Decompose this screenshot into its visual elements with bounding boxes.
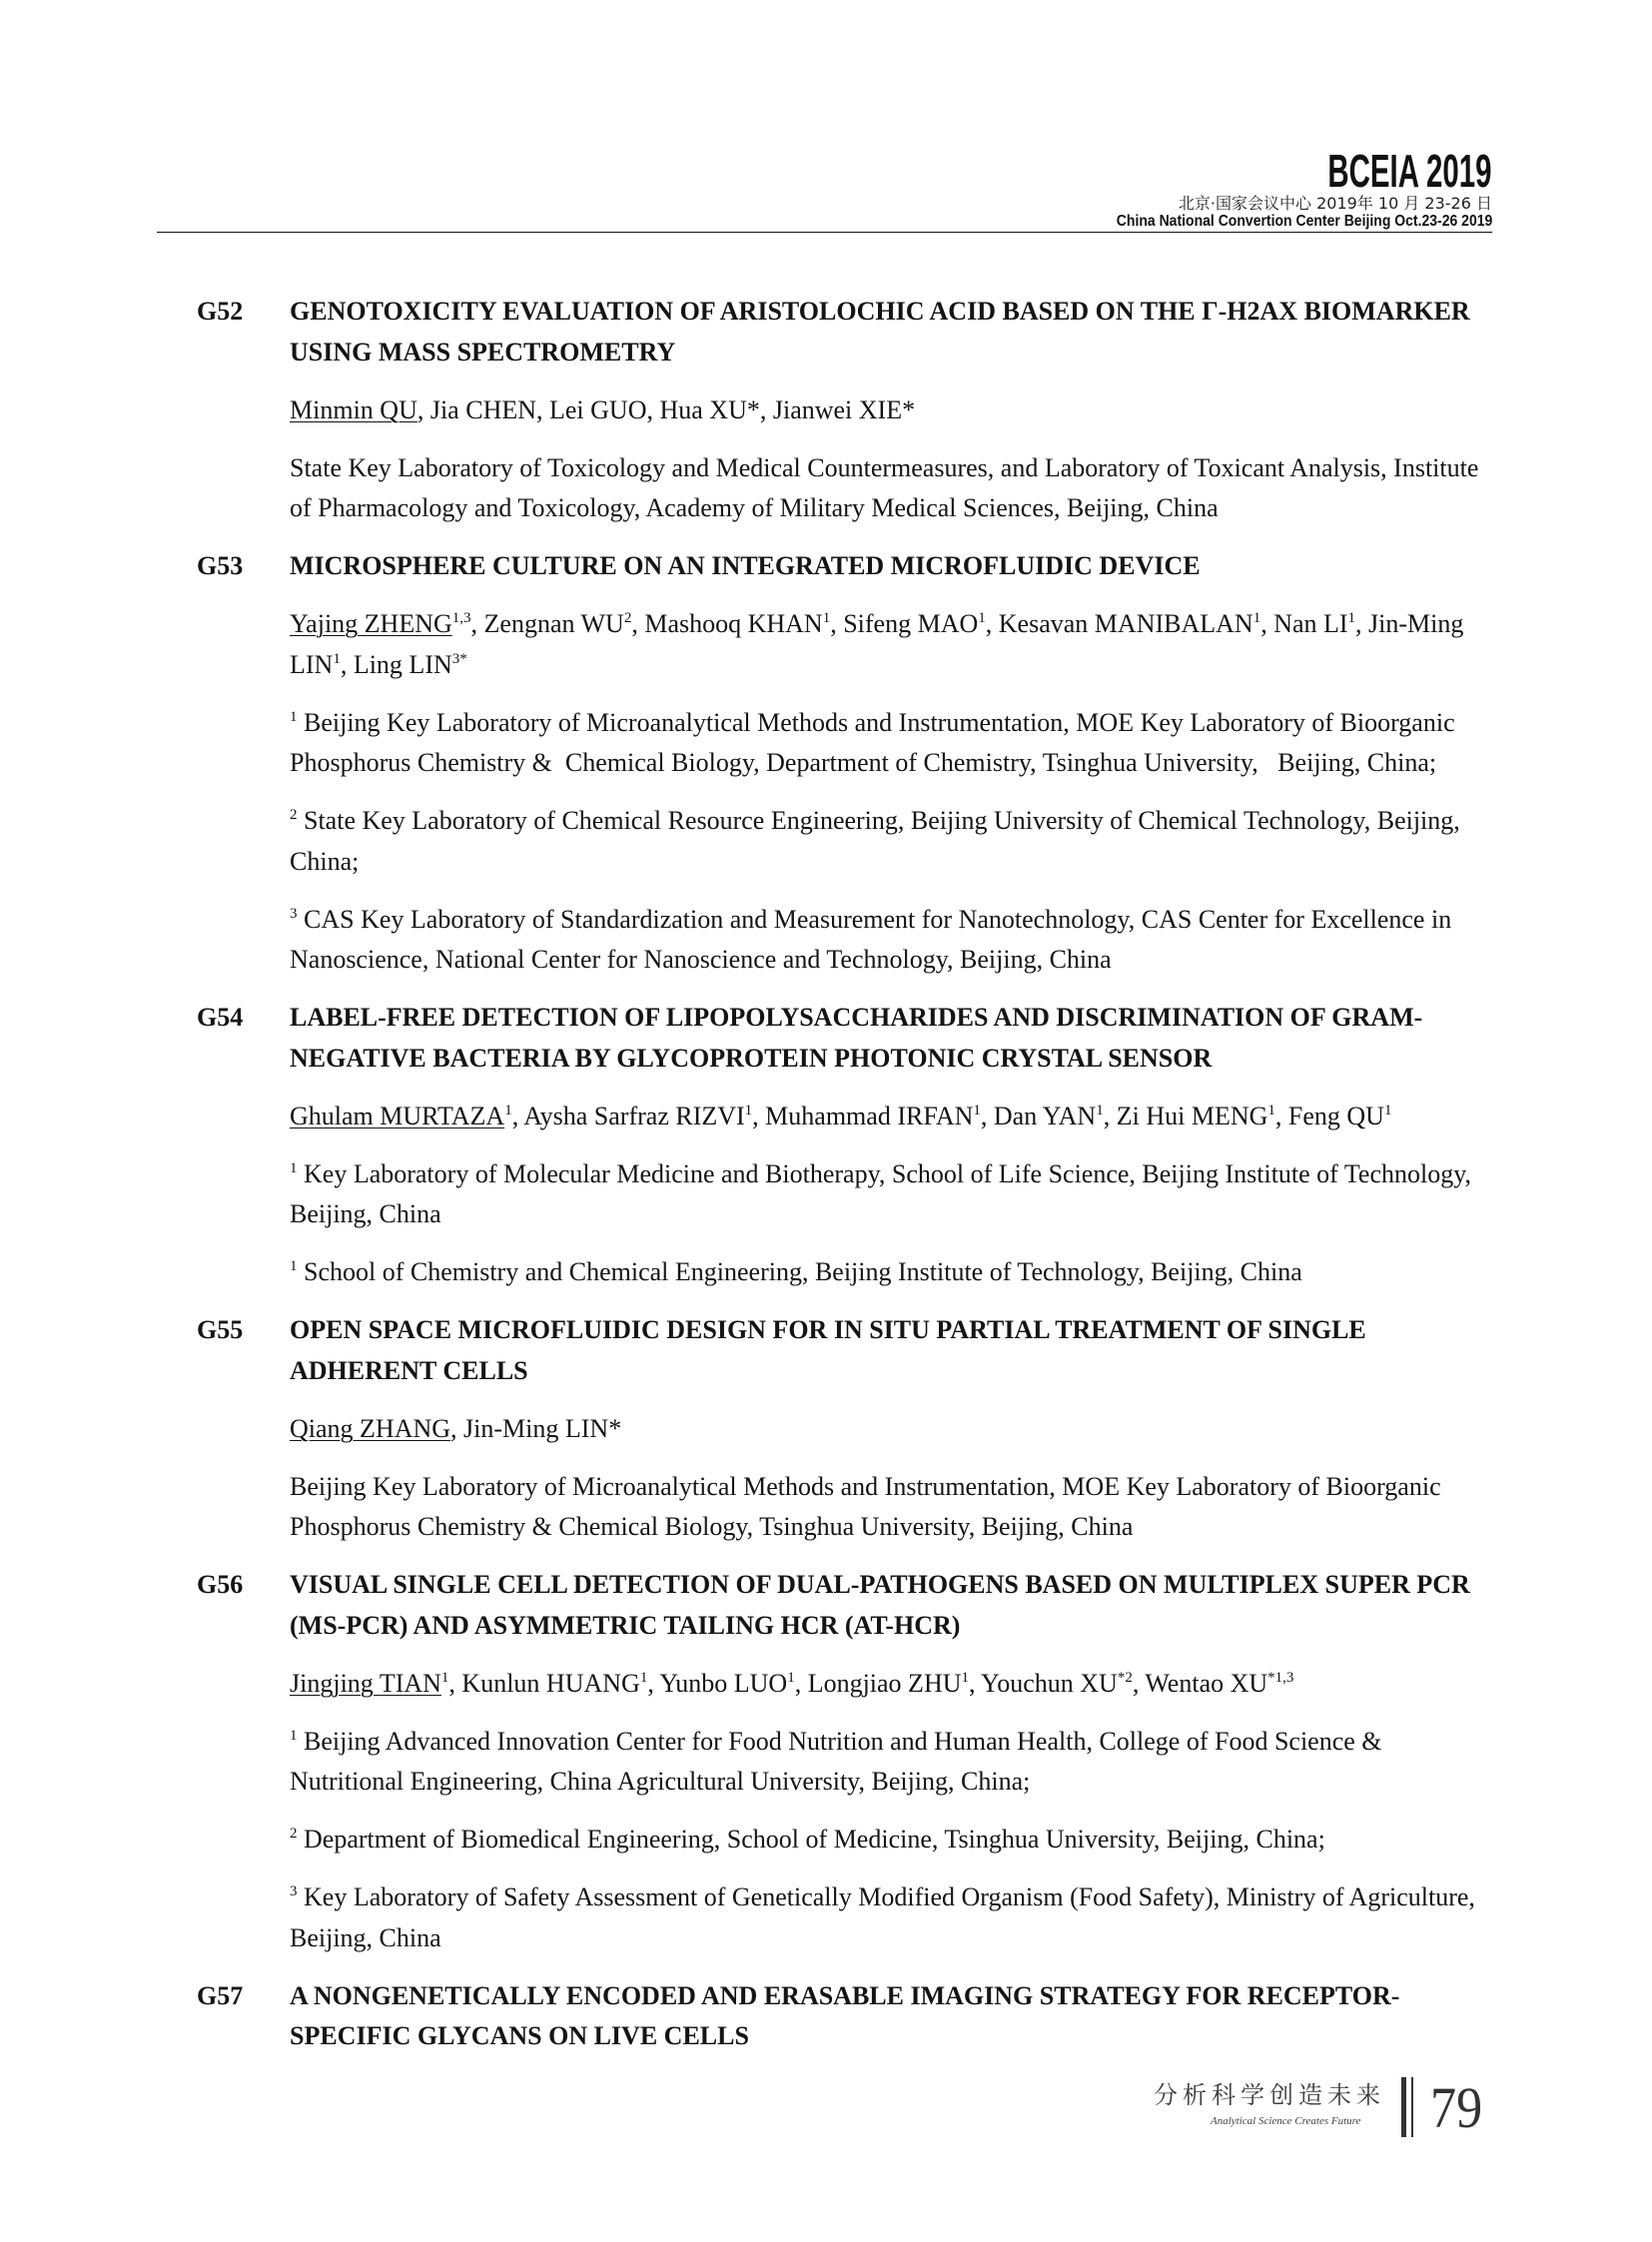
text-run: , Youchun XU (969, 1668, 1118, 1698)
affiliation-line (290, 448, 1495, 489)
superscript: 1 (1252, 610, 1261, 626)
text-run: , Zengnan WU (470, 609, 624, 638)
superscript: 3* (451, 650, 467, 667)
abstract-body (290, 1565, 1495, 1958)
title-line: ADHERENT CELLS (290, 1355, 528, 1385)
superscript: 1 (1096, 1102, 1104, 1119)
text-run: Key Laboratory of Safety Assessment of Genetically Modified Organism (Food Safety), Ministry of Agriculture, (297, 1882, 1475, 1911)
text-run: Beijing, China (290, 1922, 441, 1952)
superscript: 1 (440, 1669, 449, 1686)
footer-divider-thin (1411, 2077, 1413, 2137)
title-line: GENOTOXICITY EVALUATION OF ARISTOLOCHIC ACID BASED ON THE Γ-H2AX BIOMARKER (290, 297, 1470, 326)
text-run: State Key Laboratory of Chemical Resource Engineering, Beijing University of Chemical Technology, Beijing, (297, 806, 1460, 835)
text-run: , Aysha Sarfraz RIZVI (511, 1101, 745, 1130)
text-run: Phosphorus Chemistry & Chemical Biology, Department of Chemistry, Tsinghua University, Beijing, China; (290, 748, 1437, 777)
text-run: Phosphorus Chemistry & Chemical Biology, Tsinghua University, Beijing, China (290, 1512, 1134, 1541)
abstract-title (290, 292, 1495, 373)
abstract-title (290, 546, 1495, 587)
superscript: 2 (290, 807, 298, 823)
superscript: 1 (504, 1102, 512, 1119)
superscript: 1 (290, 1727, 298, 1744)
text-run: , Longjiao ZHU (794, 1668, 962, 1698)
slogan-en: Analytical Science Creates Future (1211, 2115, 1361, 2127)
text-run: , Ling LIN (340, 649, 452, 679)
text-run: , Dan YAN (980, 1101, 1097, 1130)
superscript: 1,3 (451, 610, 471, 626)
author-list (290, 1409, 1495, 1450)
presenting-author: Ghulam MURTAZA (290, 1101, 505, 1130)
abstract-body (290, 1976, 1495, 2057)
affiliation (290, 1722, 1495, 1803)
presenting-author: Jingjing TIAN (290, 1668, 441, 1698)
abstract-body (290, 1310, 1495, 1548)
author-line (290, 604, 1495, 645)
abstract-code: G54 (197, 1003, 244, 1032)
text-run: , Zi Hui MENG (1103, 1101, 1268, 1130)
presenting-author: Minmin QU (290, 394, 417, 424)
superscript: 1 (1383, 1102, 1392, 1119)
title-line: MICROSPHERE CULTURE ON AN INTEGRATED MICROFLUIDIC DEVICE (290, 551, 1201, 580)
affiliation-line (290, 488, 1495, 529)
superscript: 1 (973, 1102, 981, 1119)
affiliation-line (290, 1722, 1495, 1763)
text-run: Nanoscience, National Center for Nanoscience and Technology, Beijing, China (290, 945, 1112, 974)
affiliation (290, 1252, 1495, 1293)
superscript: 1 (290, 708, 298, 725)
title-line: VISUAL SINGLE CELL DETECTION OF DUAL-PATHOGENS BASED ON MULTIPLEX SUPER PCR (290, 1570, 1470, 1599)
affiliation-line (290, 1877, 1495, 1918)
affiliation (290, 1154, 1495, 1235)
text-run: , Sifeng MAO (830, 609, 979, 638)
affiliation-line (290, 1820, 1495, 1861)
text-run: , Kunlun HUANG (448, 1668, 640, 1698)
abstract-list (197, 292, 1495, 2057)
abstract-code: G55 (197, 1315, 244, 1344)
affiliation (290, 1467, 1495, 1548)
text-run: CAS Key Laboratory of Standardization and Measurement for Nanotechnology, CAS Center for Excellence in (297, 904, 1452, 934)
abstract-title (290, 1310, 1495, 1391)
author-list (290, 1664, 1495, 1705)
text-run: Beijing Key Laboratory of Microanalytical Methods and Instrumentation, MOE Key Laboratory of Bioorganic (297, 707, 1455, 737)
text-run: Beijing, China (290, 1199, 441, 1228)
superscript: 1 (639, 1669, 648, 1686)
abstract-body (290, 292, 1495, 529)
abstract-code: G57 (197, 1980, 244, 2010)
footer-divider-thick (1401, 2077, 1406, 2137)
superscript: 1 (978, 610, 986, 626)
author-line (290, 1409, 1495, 1450)
abstract-title (290, 998, 1495, 1079)
title-line: A NONGENETICALLY ENCODED AND ERASABLE IMAGING STRATEGY FOR RECEPTOR- (290, 1980, 1400, 2010)
venue-date-cn: 北京·国家会议中心 2019年 10 月 23-26 日 (1178, 194, 1492, 213)
affiliation-line (290, 1762, 1495, 1803)
affiliation-line (290, 1507, 1495, 1548)
superscript: 1 (1347, 610, 1356, 626)
superscript: 1 (822, 610, 831, 626)
abstract-title (290, 1976, 1495, 2057)
venue-date-en: China National Convertion Center Beijing Oct.23-26 2019 (1116, 213, 1492, 230)
affiliation (290, 703, 1495, 784)
superscript: *2 (1117, 1669, 1133, 1686)
superscript: 2 (623, 610, 632, 626)
superscript: 1 (290, 1258, 298, 1274)
slogan-logo-cn: 分析科学创造未来 (1154, 2081, 1385, 2109)
abstract-entry (197, 1976, 1495, 2057)
title-line: LABEL-FREE DETECTION OF LIPOPOLYSACCHARIDES AND DISCRIMINATION OF GRAM- (290, 1003, 1423, 1032)
affiliation-line (290, 1918, 1495, 1959)
affiliation-line (290, 1154, 1495, 1195)
title-line: OPEN SPACE MICROFLUIDIC DESIGN FOR IN SITU PARTIAL TREATMENT OF SINGLE (290, 1315, 1366, 1344)
superscript: 1 (744, 1102, 753, 1119)
affiliation (290, 900, 1495, 981)
text-run: Nutritional Engineering, China Agricultural University, Beijing, China; (290, 1767, 1031, 1796)
text-run: , Wentao XU (1132, 1668, 1268, 1698)
header-rule (157, 232, 1492, 233)
text-run: State Key Laboratory of Toxicology and Medical Countermeasures, and Laboratory of Toxicant Analysis, Institute (290, 452, 1479, 482)
abstract-entry (197, 998, 1495, 1293)
affiliation-line (290, 842, 1495, 883)
superscript: 2 (290, 1826, 298, 1842)
text-run: of Pharmacology and Toxicology, Academy of Military Medical Sciences, Beijing, China (290, 493, 1219, 522)
superscript: 3 (290, 905, 298, 922)
affiliation-line (290, 940, 1495, 981)
affiliation-line (290, 703, 1495, 744)
affiliation (290, 801, 1495, 882)
text-run: , Yunbo LUO (647, 1668, 788, 1698)
abstract-entry (197, 292, 1495, 529)
author-line (290, 390, 1495, 431)
text-run: , Kesavan MANIBALAN (985, 609, 1253, 638)
affiliation-line (290, 1467, 1495, 1508)
title-line: (MS-PCR) AND ASYMMETRIC TAILING HCR (AT-HCR) (290, 1610, 961, 1640)
abstract-entry (197, 1310, 1495, 1548)
text-run: , Feng QU (1274, 1101, 1384, 1130)
affiliation-line (290, 900, 1495, 941)
superscript: 3 (290, 1883, 298, 1899)
superscript: *1,3 (1267, 1669, 1294, 1686)
text-run: Department of Biomedical Engineering, School of Medicine, Tsinghua University, Beijing, China; (297, 1825, 1325, 1854)
affiliation-line (290, 801, 1495, 842)
superscript: 1 (333, 650, 341, 667)
presenting-author: Qiang ZHANG (290, 1413, 451, 1443)
text-run: , Jin-Ming LIN* (450, 1413, 622, 1443)
title-line: USING MASS SPECTROMETRY (290, 337, 676, 367)
title-line: NEGATIVE BACTERIA BY GLYCOPROTEIN PHOTONIC CRYSTAL SENSOR (290, 1043, 1213, 1073)
text-run: Beijing Key Laboratory of Microanalytical Methods and Instrumentation, MOE Key Laboratory of Bioorganic (290, 1471, 1441, 1501)
text-run: , Nan LI (1260, 609, 1348, 638)
text-run: , Jia CHEN, Lei GUO, Hua XU*, Jianwei XIE* (416, 394, 916, 424)
text-run: China; (290, 846, 360, 876)
abstract-entry (197, 546, 1495, 981)
author-line (290, 645, 1495, 686)
author-list (290, 1097, 1495, 1137)
affiliation-line (290, 1252, 1495, 1293)
text-run: School of Chemistry and Chemical Engineering, Beijing Institute of Technology, Beijing, China (297, 1257, 1302, 1286)
abstract-entry (197, 1565, 1495, 1958)
superscript: 1 (961, 1669, 969, 1686)
abstract-body (290, 998, 1495, 1293)
superscript: 1 (787, 1669, 795, 1686)
superscript: 1 (1267, 1102, 1275, 1119)
conference-title: BCEIA 2019 (1327, 145, 1492, 197)
affiliation (290, 1820, 1495, 1861)
author-list (290, 390, 1495, 431)
affiliation (290, 448, 1495, 529)
text-run: LIN (290, 649, 334, 679)
page-number: 79 (1430, 2075, 1483, 2140)
presenting-author: Yajing ZHENG (290, 609, 452, 638)
text-run: , Mashooq KHAN (631, 609, 823, 638)
text-run: , Jin-Ming (1355, 609, 1464, 638)
author-line (290, 1097, 1495, 1137)
affiliation-line (290, 743, 1495, 784)
abstract-code: G52 (197, 297, 244, 326)
author-list (290, 604, 1495, 685)
text-run: , Muhammad IRFAN (752, 1101, 974, 1130)
author-line (290, 1664, 1495, 1705)
text-run: Key Laboratory of Molecular Medicine and Biotherapy, School of Life Science, Beijing Institute of Technology, (297, 1158, 1472, 1188)
abstract-code: G53 (197, 551, 244, 580)
abstract-code: G56 (197, 1570, 244, 1599)
abstract-title (290, 1565, 1495, 1646)
superscript: 1 (290, 1159, 298, 1176)
affiliation (290, 1877, 1495, 1958)
text-run: Beijing Advanced Innovation Center for Food Nutrition and Human Health, College of Food Science & (297, 1726, 1382, 1756)
title-line: SPECIFIC GLYCANS ON LIVE CELLS (290, 2021, 749, 2050)
abstract-body (290, 546, 1495, 981)
affiliation-line (290, 1194, 1495, 1235)
